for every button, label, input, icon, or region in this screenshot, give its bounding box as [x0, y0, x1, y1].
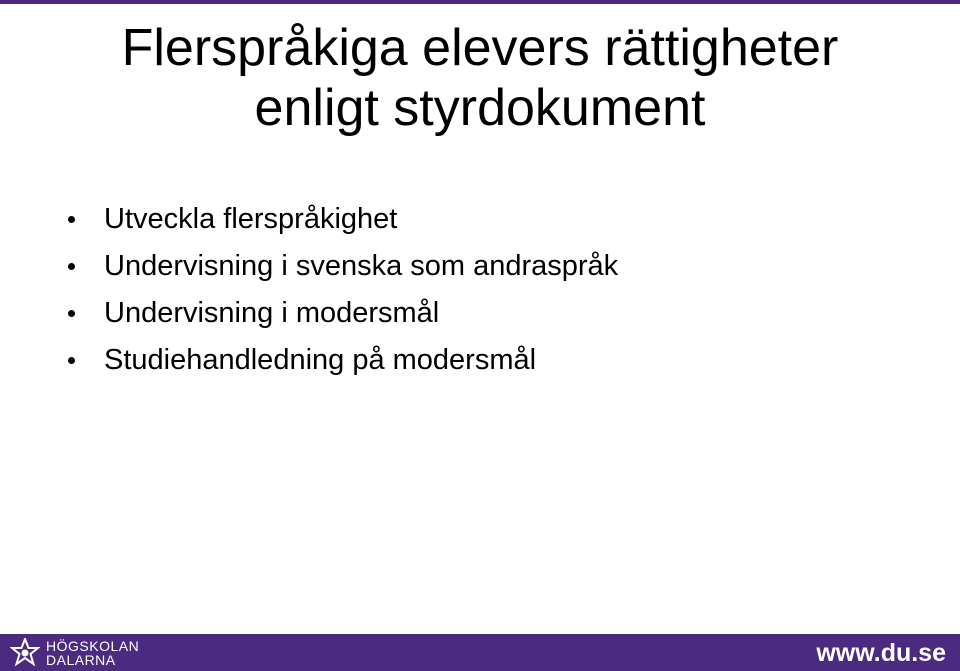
logo-line-1: HÖGSKOLAN: [46, 638, 140, 654]
logo-wordmark: [46, 639, 139, 667]
list-item: [64, 337, 618, 384]
bullet-text: Undervisning i svenska som andraspråk: [104, 250, 619, 282]
footer-bar: [0, 634, 960, 671]
bullet-text: Utveckla flerspråkighet: [104, 203, 398, 235]
site-url[interactable]: www.du.se: [816, 639, 946, 667]
star-emblem-icon: [10, 638, 40, 668]
logo-line-2: DALARNA: [46, 652, 116, 668]
list-item: [64, 243, 618, 290]
bullet-icon: [68, 263, 75, 270]
university-logo: [10, 638, 139, 668]
list-item: [64, 290, 618, 337]
bullet-icon: [68, 310, 75, 317]
title-line-1: Flerspråkiga elevers rättigheter: [121, 19, 839, 77]
top-accent-bar: [0, 0, 960, 4]
bullet-icon: [68, 216, 75, 223]
bullet-list: [64, 196, 618, 384]
list-item: [64, 196, 618, 243]
bullet-text: Undervisning i modersmål: [104, 297, 440, 329]
bullet-text: Studiehandledning på modersmål: [104, 344, 537, 376]
title-line-2: enligt styrdokument: [254, 79, 706, 137]
bullet-icon: [68, 357, 75, 364]
slide-title: [0, 18, 960, 138]
